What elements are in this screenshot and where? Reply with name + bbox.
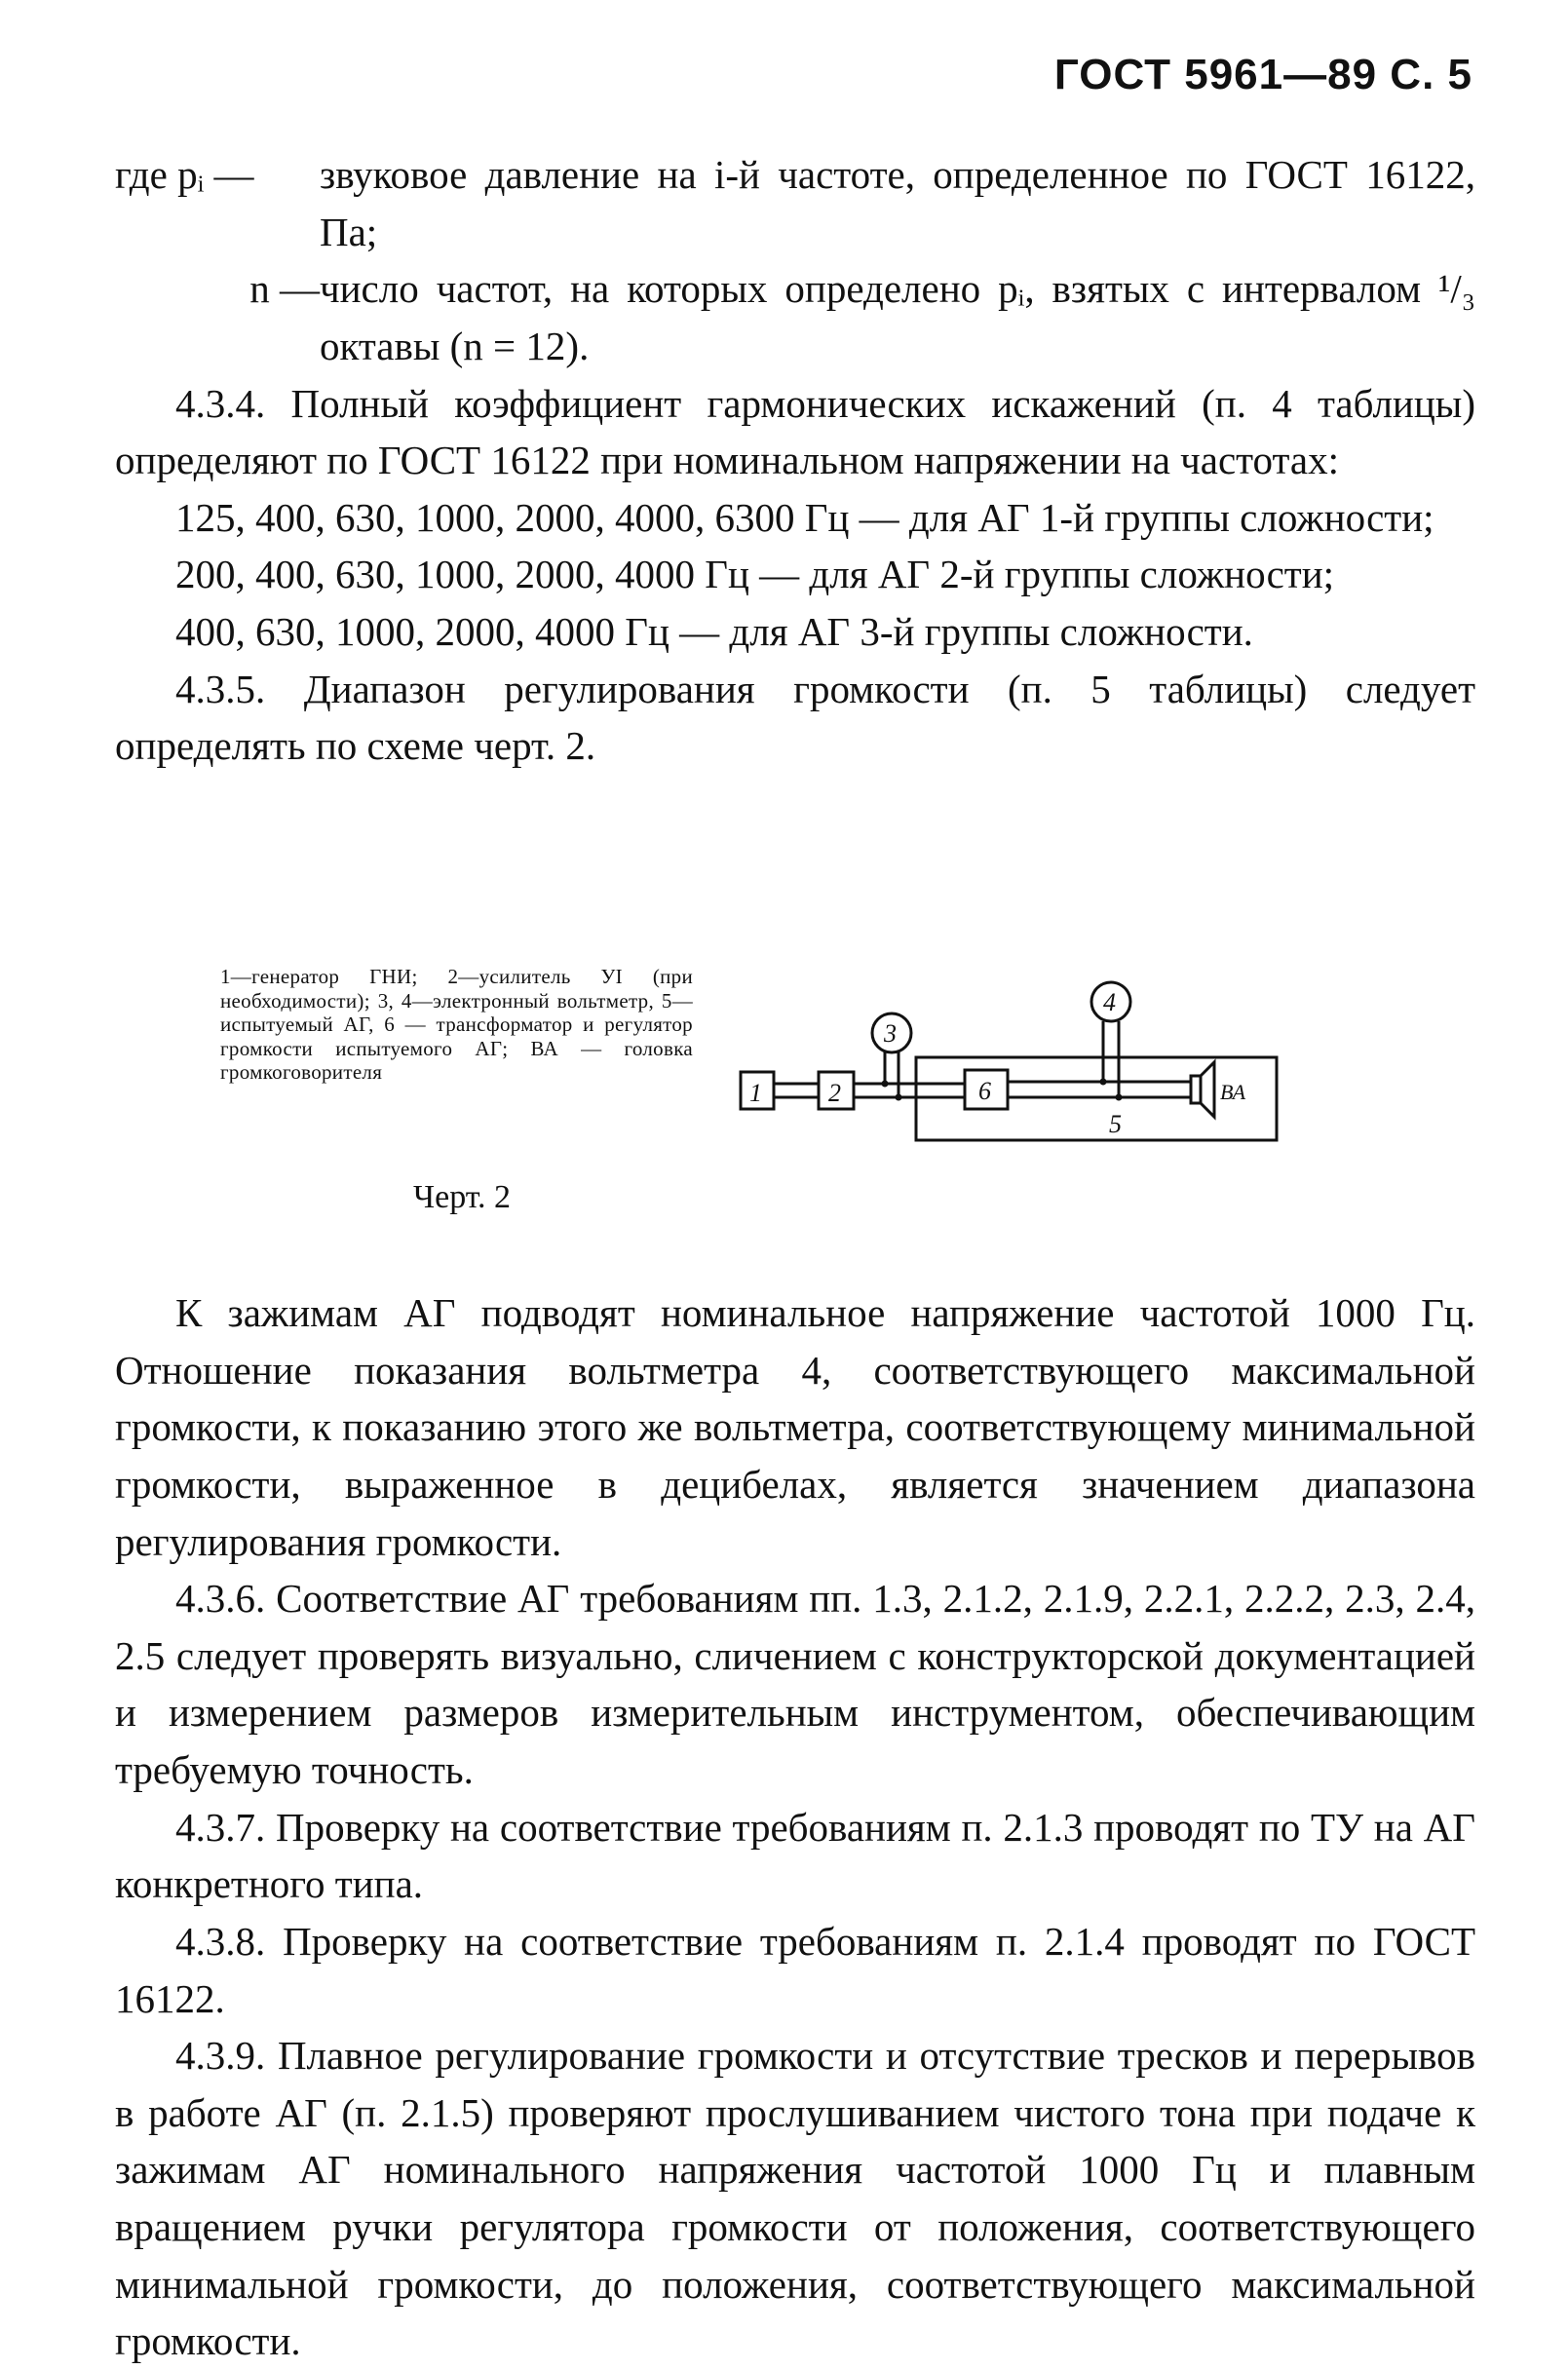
definition-pi: [115, 146, 1475, 260]
figure-caption: 1—генератор ГНИ; 2—усилитель УI (при необходимости); 3, 4—электронный вольтметр, 5—испытуемый АГ, 6 — трансформатор и регулятор громкости испытуемого АГ; ВА — головка громкоговорителя: [220, 965, 693, 1085]
figure-title: Черт. 2: [413, 1179, 512, 1215]
paragraph-4-3-5-continued: К зажимам АГ подводят номинальное напряжение частотой 1000 Гц. Отношение показания вольтметра 4, соответствующего максимальной громкости, к показанию этого же вольтметра, соответствующему минимальной громкости, выраженное в децибелах, является значением диапазона регулирования громкости.: [115, 1290, 1475, 1564]
paragraph-4-3-4-group-3: 400, 630, 1000, 2000, 4000 Гц — для АГ 3-й группы сложности.: [175, 609, 1253, 654]
measurement-circuit-diagram: [721, 965, 1296, 1160]
label-4: 4: [1103, 988, 1116, 1016]
paragraph-4-3-4-group-2: 200, 400, 630, 1000, 2000, 4000 Гц — для АГ 2-й группы сложности;: [175, 552, 1335, 597]
paragraph-4-3-9: 4.3.9. Плавное регулирование громкости и отсутствие тресков и перерывов в работе АГ (п. 2.1.5) проверяют прослушиванием чистого тона при подаче к зажимам АГ номинального напряжения частотой 1000 Гц и плавным вращением ручки регулятора громкости от положения, соответствующего минимальной громкости, до положения, соответствующего максимальной громкости.: [115, 2033, 1475, 2364]
definition-pi-text: звуковое давление на i-й частоте, определенное по ГОСТ 16122, Па;: [320, 152, 1475, 254]
lower-text-block: [115, 1284, 1475, 2370]
paragraph-4-3-4-group-1: 125, 400, 630, 1000, 2000, 4000, 6300 Гц — для АГ 1-й группы сложности;: [175, 494, 1434, 540]
paragraph-4-3-8: 4.3.8. Проверку на соответствие требованиям п. 2.1.4 проводят по ГОСТ 16122.: [115, 1918, 1475, 2021]
paragraph-4-3-5: 4.3.5. Диапазон регулирования громкости (п. 5 таблицы) следует определять по схеме черт. 2.: [115, 666, 1475, 769]
page-header: ГОСТ 5961—89 С. 5: [1053, 51, 1472, 98]
paragraph-4-3-4: 4.3.4. Полный коэффициент гармонических искажений (п. 4 таблицы) определяют по ГОСТ 16122 при номинальном напряжении на частотах:: [115, 380, 1475, 483]
upper-text-block: [115, 146, 1475, 775]
paragraph-4-3-7: 4.3.7. Проверку на соответствие требованиям п. 2.1.3 проводят по ТУ на АГ конкретного типа.: [115, 1804, 1475, 1907]
label-1: 1: [749, 1079, 762, 1107]
speaker-cone: [1201, 1062, 1214, 1117]
label-3: 3: [884, 1019, 897, 1048]
definition-n-text: число частот, на которых определено pᵢ, взятых с интервалом ¹/₃ октавы (n = 12).: [320, 266, 1475, 368]
paragraph-4-3-6: 4.3.6. Соответствие АГ требованиям пп. 1.3, 2.1.2, 2.1.9, 2.2.1, 2.2.2, 2.3, 2.4, 2.5 следует проверять визуально, сличением с конструкторской документацией и измерением размеров измерительным инструментом, обеспечивающим требуемую точность.: [115, 1576, 1475, 1792]
label-2: 2: [828, 1079, 841, 1107]
definition-n: [115, 260, 1475, 374]
label-6: 6: [978, 1077, 991, 1105]
definition-n-label: n —: [249, 266, 320, 312]
speaker-magnet: [1191, 1076, 1201, 1103]
definition-pi-label: где pᵢ —: [115, 152, 254, 197]
label-ba: ВА: [1220, 1080, 1246, 1104]
label-5: 5: [1109, 1110, 1122, 1138]
